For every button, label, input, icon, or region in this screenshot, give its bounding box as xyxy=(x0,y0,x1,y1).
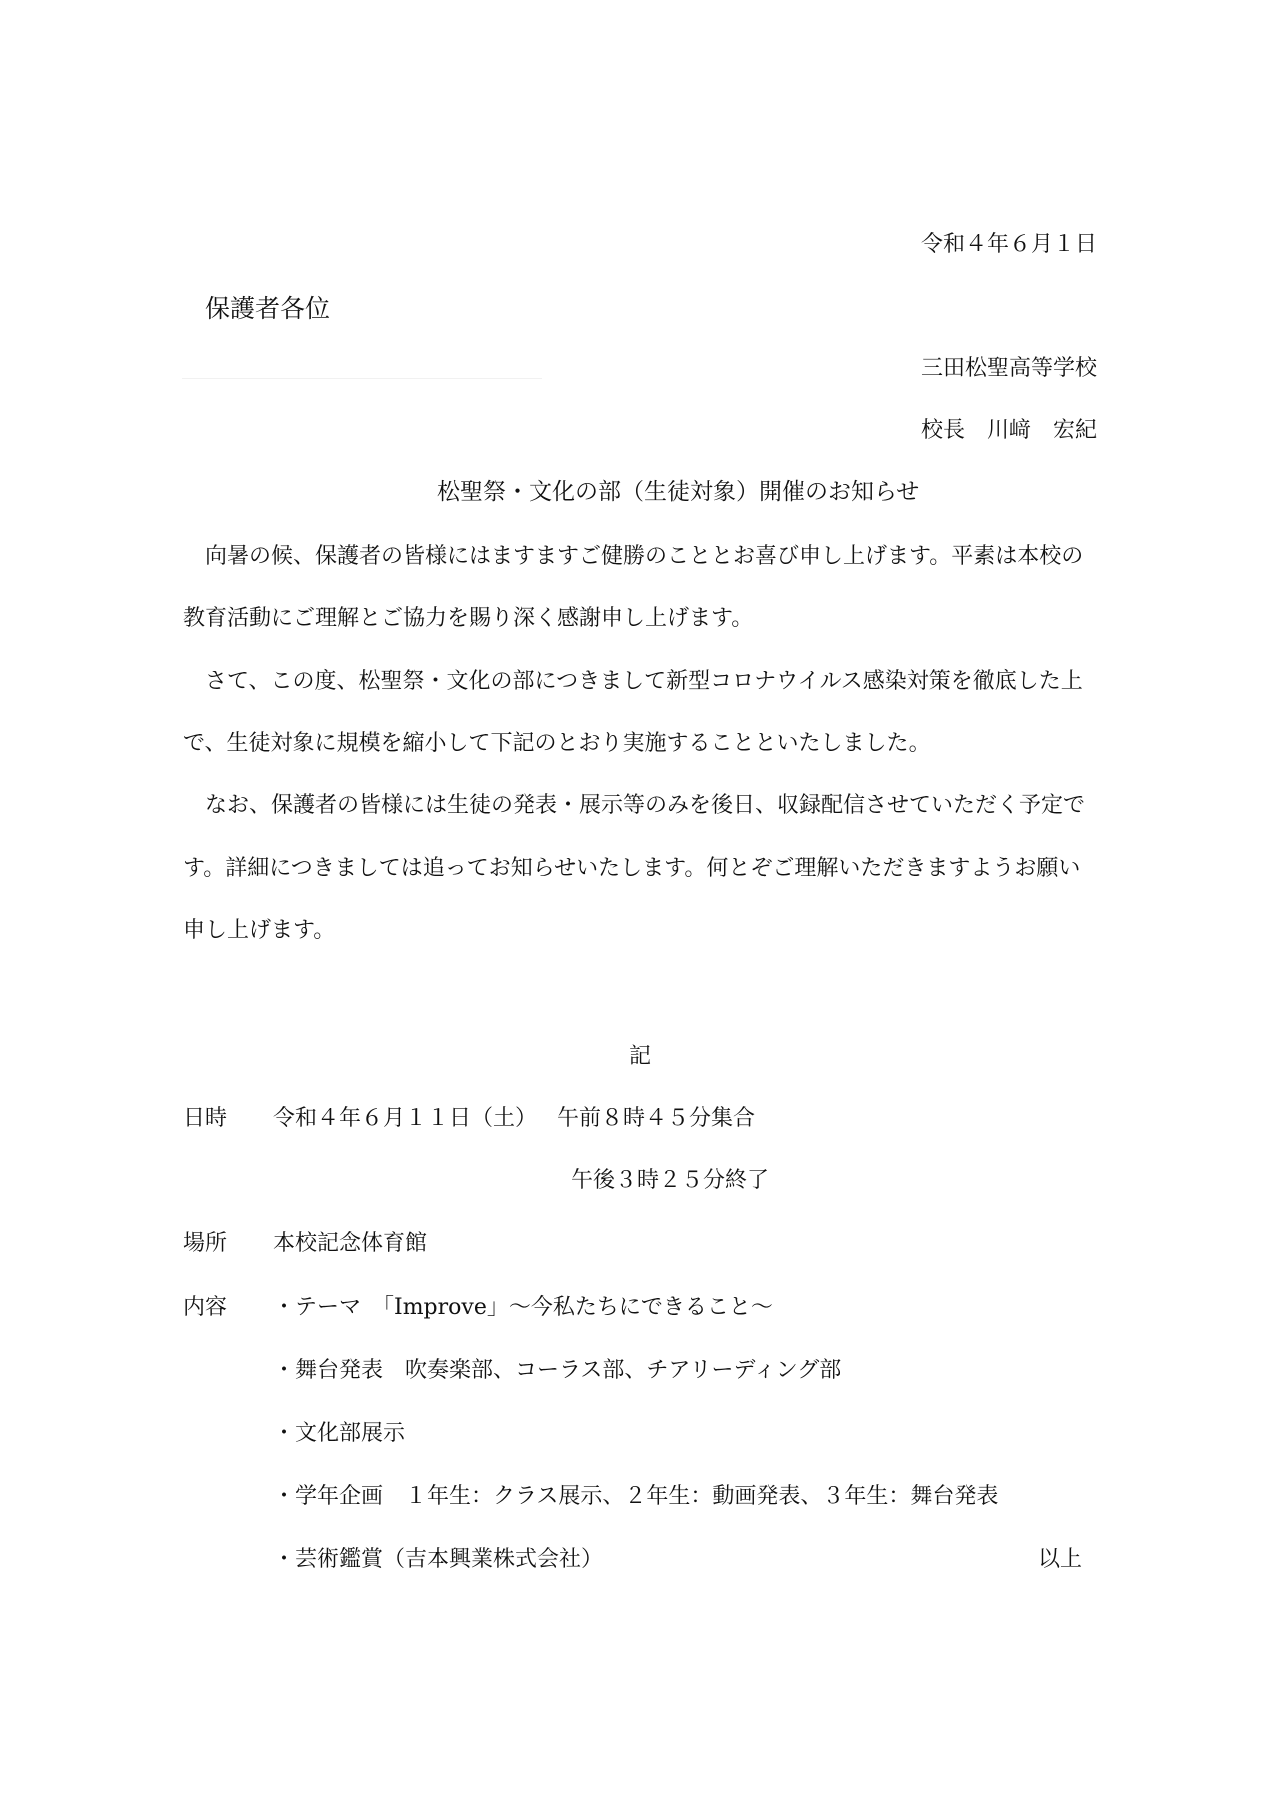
paragraph-3-line-1: なお、保護者の皆様には生徒の発表・展示等のみを後日、収録配信させていただく予定で xyxy=(205,793,1086,818)
principal-name: 校長 川﨑 宏紀 xyxy=(920,418,1097,443)
faint-rule xyxy=(182,378,542,379)
content-item-grade: ・学年企画 １年生：クラス展示、２年生：動画発表、３年生：舞台発表 xyxy=(273,1484,999,1509)
paragraph-2-line-1: さて、この度、松聖祭・文化の部につきまして新型コロナウイルス感染対策を徹底した上 xyxy=(205,669,1083,694)
school-name: 三田松聖高等学校 xyxy=(920,356,1097,381)
paragraph-1-line-1: 向暑の候、保護者の皆様にはますますご健勝のこととお喜び申し上げます。平素は本校の xyxy=(205,544,1084,569)
datetime-end: 午後３時２５分終了 xyxy=(571,1168,770,1193)
closing-mark: 以上 xyxy=(1037,1547,1082,1572)
paragraph-3-line-3: 申し上げます。 xyxy=(183,918,336,943)
content-item-stage: ・舞台発表 吹奏楽部、コーラス部、チアリーディング部 xyxy=(273,1358,842,1383)
datetime-label: 日時 xyxy=(183,1106,228,1131)
paragraph-1-line-2: 教育活動にご理解とご協力を賜り深く感謝申し上げます。 xyxy=(183,606,754,631)
recipient: 保護者各位 xyxy=(205,294,331,323)
document-title: 松聖祭・文化の部（生徒対象）開催のお知らせ xyxy=(437,479,920,505)
datetime-start: 午前８時４５分集合 xyxy=(557,1106,756,1131)
datetime-date: 令和４年６月１１日（土） xyxy=(273,1106,538,1131)
notice-heading: 記 xyxy=(629,1044,652,1069)
content-item-theme: ・テーマ 「Improve」～今私たちにできること～ xyxy=(273,1295,773,1320)
content-label: 内容 xyxy=(183,1295,228,1320)
place-value: 本校記念体育館 xyxy=(273,1231,428,1256)
document-date: 令和４年６月１日 xyxy=(920,232,1097,257)
place-label: 場所 xyxy=(183,1231,228,1256)
content-item-art: ・芸術鑑賞（吉本興業株式会社） xyxy=(273,1547,604,1572)
paragraph-3-line-2: す。詳細につきましては追ってお知らせいたします。何とぞご理解いただきますようお願い xyxy=(183,856,1081,881)
paragraph-2-line-2: で、生徒対象に規模を縮小して下記のとおり実施することといたしました。 xyxy=(183,731,931,756)
content-item-exhibit: ・文化部展示 xyxy=(273,1421,406,1446)
